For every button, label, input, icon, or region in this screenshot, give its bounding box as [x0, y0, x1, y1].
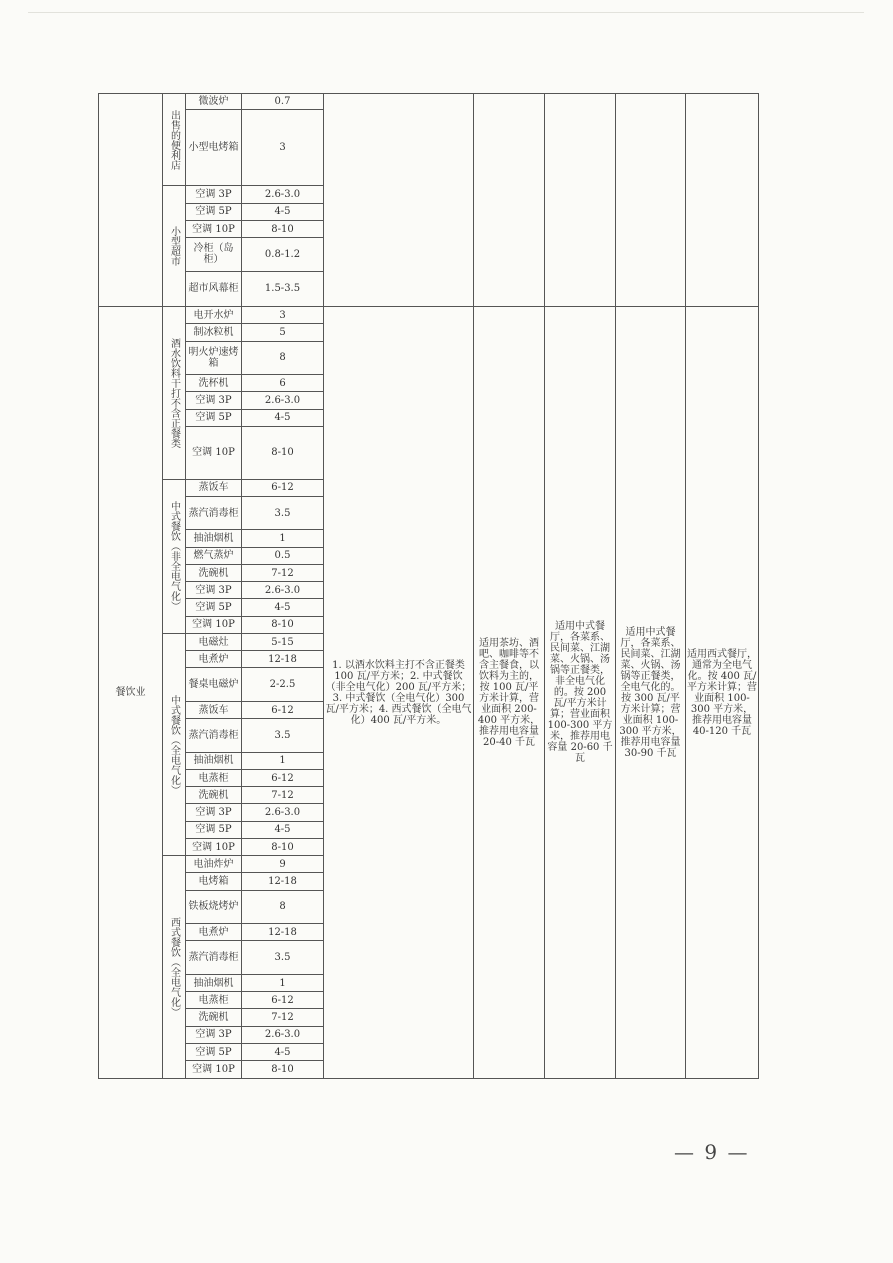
device-name: 空调 5P — [186, 821, 242, 838]
top-rule — [28, 12, 864, 13]
device-name: 微波炉 — [186, 94, 242, 110]
device-name: 小型电烤箱 — [186, 110, 242, 186]
device-name: 冷柜（岛柜） — [186, 238, 242, 272]
device-power: 3 — [242, 307, 324, 324]
device-power: 4-5 — [242, 203, 324, 220]
device-name: 蒸饭车 — [186, 701, 242, 718]
device-power: 8 — [242, 341, 324, 375]
device-name: 明火炉速烤箱 — [186, 341, 242, 375]
device-power: 0.7 — [242, 94, 324, 110]
device-power: 1.5-3.5 — [242, 271, 324, 307]
device-power: 1 — [242, 974, 324, 991]
device-name: 空调 5P — [186, 599, 242, 616]
device-power: 7-12 — [242, 1009, 324, 1026]
device-power: 8 — [242, 890, 324, 924]
device-name: 燃气蒸炉 — [186, 547, 242, 564]
power-standard-table — [98, 93, 759, 1079]
device-name: 空调 10P — [186, 1061, 242, 1079]
device-power: 8-10 — [242, 1061, 324, 1079]
device-power: 12-18 — [242, 873, 324, 890]
suitability-chinese-electric-text: 适用中式餐厅，各菜系、民间菜、江湖菜、火锅、汤锅等正餐类，全电气化的。按 300 瓦/平方米计算；营业面积 100-300 平方米，推荐用电容量 30-90 千瓦 — [619, 626, 682, 759]
device-power: 2-2.5 — [242, 668, 324, 702]
category-small-supermarket: 小型超市 — [163, 186, 186, 307]
device-name: 电烤箱 — [186, 873, 242, 890]
device-name: 电油炸炉 — [186, 856, 242, 873]
device-name: 空调 3P — [186, 186, 242, 203]
device-name: 洗碗机 — [186, 1009, 242, 1026]
device-power: 1 — [242, 530, 324, 547]
device-power: 12-18 — [242, 924, 324, 941]
device-name: 空调 3P — [186, 1026, 242, 1043]
category-drinks: 酒水饮料干打不含正餐类 — [163, 307, 186, 480]
device-name: 空调 5P — [186, 1043, 242, 1060]
device-power: 3 — [242, 110, 324, 186]
device-power: 5-15 — [242, 633, 324, 650]
category-convenience-store: 出售的便利店 — [163, 94, 186, 186]
page-number: — 9 — — [674, 1140, 750, 1164]
device-name: 铁板烧烤炉 — [186, 890, 242, 924]
device-power: 7-12 — [242, 564, 324, 581]
device-name: 空调 5P — [186, 409, 242, 426]
device-name: 抽油烟机 — [186, 752, 242, 769]
device-power: 4-5 — [242, 821, 324, 838]
device-power: 6-12 — [242, 479, 324, 496]
suit-cell-empty — [616, 94, 686, 307]
device-power: 3.5 — [242, 719, 324, 753]
suit-cell-empty — [545, 94, 616, 307]
device-power: 3.5 — [242, 496, 324, 530]
device-name: 抽油烟机 — [186, 530, 242, 547]
device-name: 蒸汽消毒柜 — [186, 941, 242, 975]
device-power: 6-12 — [242, 701, 324, 718]
device-name: 蒸汽消毒柜 — [186, 496, 242, 530]
device-power: 0.5 — [242, 547, 324, 564]
device-name: 空调 10P — [186, 220, 242, 237]
note-cell-empty — [324, 94, 474, 307]
device-power: 2.6-3.0 — [242, 804, 324, 821]
suitability-western-electric — [686, 307, 759, 1079]
device-name: 洗碗机 — [186, 564, 242, 581]
device-name: 抽油烟机 — [186, 974, 242, 991]
device-name: 洗碗机 — [186, 787, 242, 804]
device-power: 8-10 — [242, 838, 324, 855]
device-name: 电开水炉 — [186, 307, 242, 324]
device-power: 5 — [242, 324, 324, 341]
device-name: 蒸汽消毒柜 — [186, 719, 242, 753]
device-power: 12-18 — [242, 651, 324, 668]
power-standard-note: 1. 以酒水饮料主打不含正餐类 100 瓦/平方米；2. 中式餐饮（非全电气化）200 瓦/平方米；3. 中式餐饮（全电气化）300 瓦/平方米；4. 西式餐饮（全电气化）400 瓦/平方米。 — [324, 307, 474, 1079]
industry-cell-empty — [99, 94, 163, 307]
device-power: 2.6-3.0 — [242, 582, 324, 599]
table-row — [99, 307, 759, 324]
device-name: 电磁灶 — [186, 633, 242, 650]
device-power: 2.6-3.0 — [242, 186, 324, 203]
device-name: 电煮炉 — [186, 651, 242, 668]
device-name: 空调 5P — [186, 203, 242, 220]
device-name: 蒸饭车 — [186, 479, 242, 496]
device-name: 餐桌电磁炉 — [186, 668, 242, 702]
suitability-western-electric-text: 适用西式餐厅，通常为全电气化。按 400 瓦/平方米计算；营业面积 100-300 平方米，推荐用电容量 40-120 千瓦 — [687, 648, 757, 737]
device-name: 制冰粒机 — [186, 324, 242, 341]
category-western-electric: 西式餐饮（全电气化） — [163, 856, 186, 1079]
device-power: 9 — [242, 856, 324, 873]
device-power: 4-5 — [242, 409, 324, 426]
device-power: 0.8-1.2 — [242, 238, 324, 272]
device-name: 电煮炉 — [186, 924, 242, 941]
device-power: 6-12 — [242, 992, 324, 1009]
device-name: 空调 10P — [186, 838, 242, 855]
device-name: 空调 10P — [186, 426, 242, 479]
suit-cell-empty — [686, 94, 759, 307]
device-power: 4-5 — [242, 599, 324, 616]
device-power: 6-12 — [242, 769, 324, 786]
device-power: 7-12 — [242, 787, 324, 804]
device-power: 2.6-3.0 — [242, 392, 324, 409]
suitability-drinks-text: 适用茶坊、酒吧、咖啡等不含主餐食，以饮料为主的，按 100 瓦/平方米计算，营业面积 200-400 平方米，推荐用电容量 20-40 千瓦 — [477, 637, 541, 748]
device-name: 空调 3P — [186, 392, 242, 409]
device-power: 1 — [242, 752, 324, 769]
device-power: 2.6-3.0 — [242, 1026, 324, 1043]
suitability-chinese-non-electric-text: 适用中式餐厅，各菜系、民间菜、江湖菜、火锅、汤锅等正餐类，非全电气化的。按 200 瓦/平方米计算；营业面积 100-300 平方米，推荐用电容量 20-60 千瓦 — [547, 621, 613, 765]
device-power: 8-10 — [242, 616, 324, 633]
device-name: 空调 3P — [186, 804, 242, 821]
device-name: 超市风幕柜 — [186, 271, 242, 307]
device-name: 电蒸柜 — [186, 992, 242, 1009]
suit-cell-empty — [474, 94, 545, 307]
device-power: 3.5 — [242, 941, 324, 975]
table-row — [99, 94, 759, 110]
category-chinese-electric: 中式餐饮（全电气化） — [163, 633, 186, 855]
suitability-chinese-non-electric — [545, 307, 616, 1079]
suitability-chinese-electric — [616, 307, 686, 1079]
device-name: 空调 10P — [186, 616, 242, 633]
device-power: 6 — [242, 375, 324, 392]
category-chinese-non-electric: 中式餐饮（非全电气化） — [163, 479, 186, 633]
industry-catering: 餐饮业 — [99, 307, 163, 1079]
device-name: 洗杯机 — [186, 375, 242, 392]
device-name: 空调 3P — [186, 582, 242, 599]
suitability-drinks — [474, 307, 545, 1079]
device-power: 4-5 — [242, 1043, 324, 1060]
device-power: 8-10 — [242, 220, 324, 237]
device-power: 8-10 — [242, 426, 324, 479]
device-name: 电蒸柜 — [186, 769, 242, 786]
